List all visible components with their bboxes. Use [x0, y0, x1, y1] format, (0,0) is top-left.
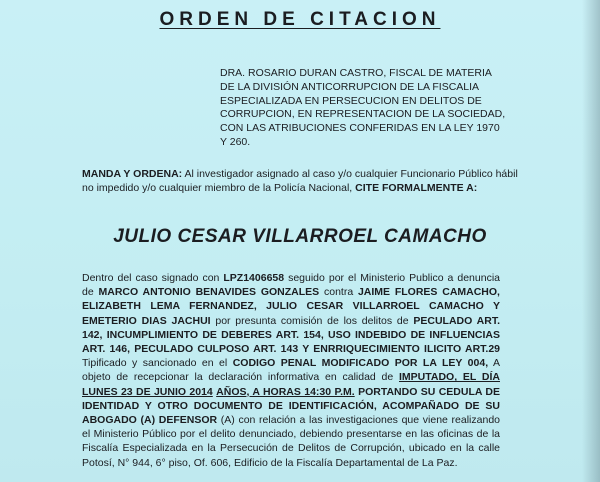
accused-name: DIAS JACHUI	[141, 314, 211, 327]
cite-formally: CITE FORMALMENTE A:	[355, 181, 478, 194]
accused-names: ELIZABETH LEMA FERNANDEZ, JULIO CESAR VILLARROEL CAMACHO Y EMETERIO	[82, 300, 500, 327]
mandate-text: Al investigador asignado al caso y/o cualquier Funcionario Público hábil	[182, 168, 518, 180]
mandate-text: no impedido y/o cualquier miembro de la Policía Nacional,	[82, 181, 356, 194]
required-documents: DOCUMENTO DE IDENTIFICACIÓN, ACOMPAÑADO DE SU ABOGADO (A) DEFENSOR	[82, 399, 500, 427]
document-title: ORDEN DE CITACION	[159, 9, 441, 30]
intro-line: DRA. ROSARIO DURAN CASTRO, FISCAL DE MATERIA	[220, 67, 492, 79]
case-paragraph	[82, 271, 500, 470]
mandate-paragraph	[82, 168, 578, 196]
body-text: seguido por el Ministerio Publico a denuncia de	[82, 272, 500, 299]
offense: PECULADO CULPOSO ART. 143 Y ENRRIQUECIMIENTO ILICITO ART.29	[134, 343, 501, 356]
body-text: Edificio de la Fiscalía Departamental de La Paz.	[233, 456, 458, 469]
mandate-line	[82, 182, 578, 196]
intro-line: DE LA DIVISIÓN ANTICORRUPCION DE LA FISCALIA	[220, 80, 480, 93]
prosecutor-intro	[220, 67, 578, 150]
intro-line: CON LAS ATRIBUCIONES CONFERIDAS EN LA LEY 1970	[220, 122, 500, 135]
accused-name: JAIME FLORES CAMACHO,	[357, 286, 500, 299]
intro-line: ESPECIALIZADA EN PERSECUCION EN DELITOS DE	[220, 94, 482, 107]
complainant-name: MARCO ANTONIO BENAVIDES GONZALES	[98, 286, 320, 299]
offense: PECULADO ART. 142,	[82, 314, 500, 341]
body-text: sancionado en el	[142, 357, 233, 370]
body-text: Tipificado y	[82, 357, 138, 370]
body-text: la declaración informativa en calidad de	[194, 371, 399, 384]
body-text: Persecución de Delitos de Corrupción, ubicado en la calle Potosí, N° 944, 6° piso, Of. 606,	[82, 442, 501, 469]
body-text: (A) con relación a las investigaciones que viene realizando el Ministerio Público por el delito	[82, 414, 500, 441]
offense: INCUMPLIMIENTO DE DEBERES ART. 154, USO INDEBIDO DE INFLUENCIAS ART. 146,	[82, 328, 500, 356]
body-text: por presunta comisión de los delitos de	[210, 314, 414, 327]
body-text: denunciado, debiendo presentarse en las oficinas de la Fiscalía Especializada en la	[82, 428, 500, 455]
body-text: A objeto de recepcionar	[82, 357, 501, 384]
cited-person-name: JULIO CESAR VILLARROEL CAMACHO	[113, 226, 487, 247]
case-number: LPZ1406658	[223, 272, 285, 284]
appointment-time: AÑOS, A HORAS 14:30 P.M.	[216, 385, 355, 398]
body-text: Dentro del caso signado con	[82, 272, 224, 284]
appointment-date: IMPUTADO, EL DÍA LUNES 23 DE JUNIO 2014	[82, 371, 500, 398]
mandate-lead: MANDA Y ORDENA:	[82, 168, 183, 180]
intro-line: Y 260.	[220, 135, 251, 148]
penal-code: CODIGO PENAL MODIFICADO POR LA LEY 004,	[232, 357, 489, 370]
intro-line: CORRUPCION, EN REPRESENTACION DE LA SOCIEDAD,	[220, 108, 506, 121]
mandate-line	[82, 168, 578, 182]
body-text: contra	[319, 286, 358, 299]
required-documents: PORTANDO SU CEDULA DE IDENTIDAD Y OTRO	[82, 385, 501, 412]
